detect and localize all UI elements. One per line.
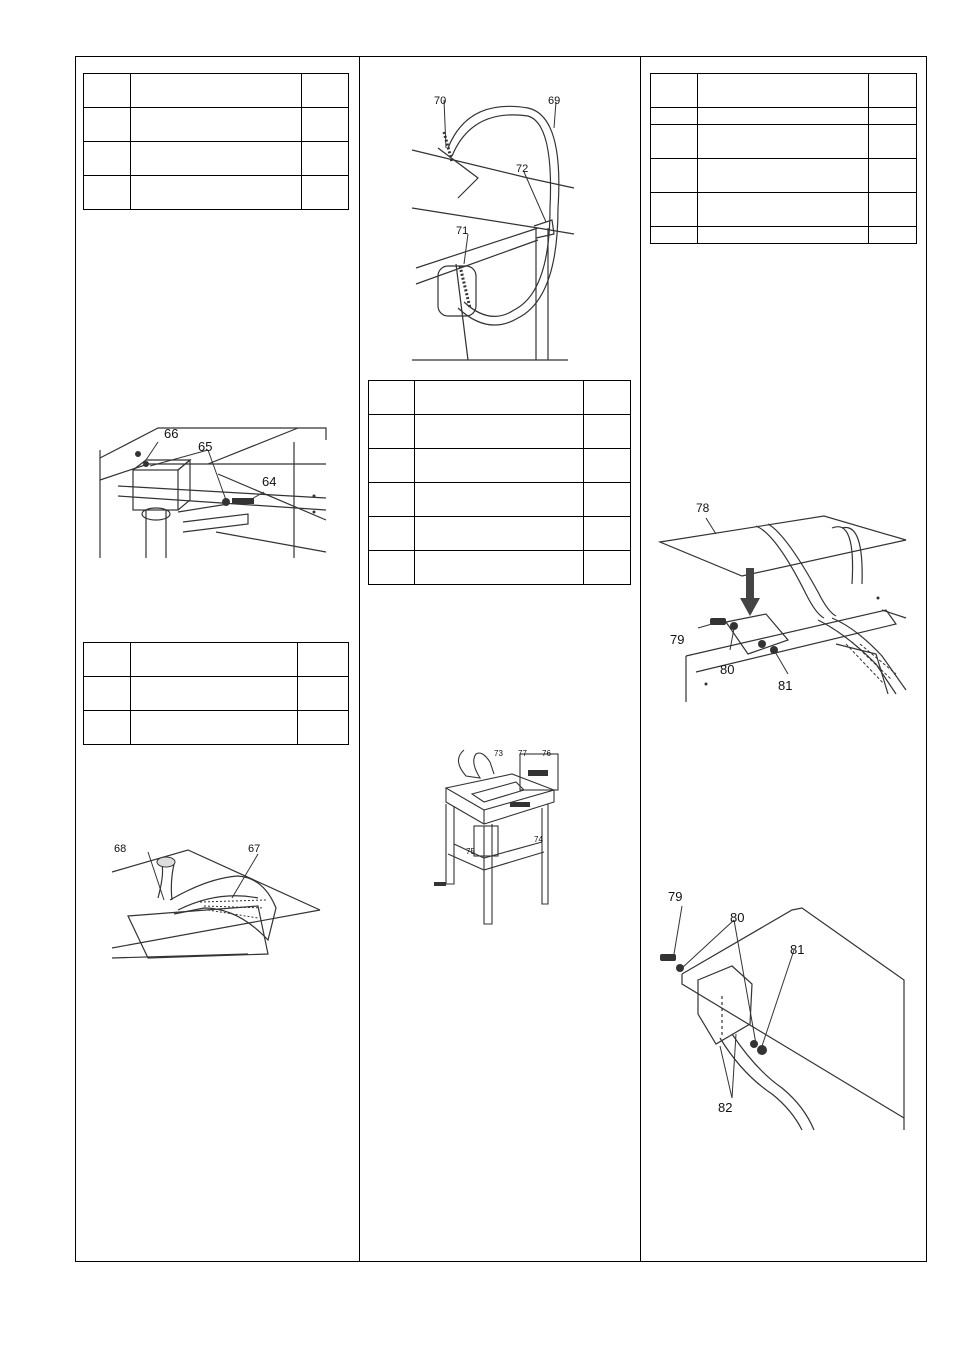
callout-67: 67: [248, 843, 261, 855]
callout-73: 73: [494, 749, 503, 758]
callout-72: 72: [516, 163, 529, 175]
callout-79: 79: [670, 632, 685, 647]
callout-75: 75: [466, 847, 475, 856]
callout-81: 81: [778, 678, 793, 693]
callout-64: 64: [262, 474, 277, 489]
parts-table-3: [368, 380, 631, 585]
callout-76: 76: [542, 749, 551, 758]
column-divider-2: [640, 56, 641, 1262]
column-divider-1: [359, 56, 360, 1262]
callout-79: 79: [668, 889, 683, 904]
callout-74: 74: [534, 835, 543, 844]
callout-69: 69: [548, 95, 561, 107]
callout-82: 82: [718, 1100, 733, 1115]
figure-dust-hose: [408, 88, 578, 366]
callout-78: 78: [696, 501, 710, 515]
callout-66: 66: [164, 426, 179, 441]
callout-77: 77: [518, 749, 527, 758]
callout-81: 81: [790, 942, 805, 957]
figure-extension-table-support: [652, 884, 908, 1132]
figure-saw-stand: [424, 744, 564, 932]
figure-extension-table-install: [656, 494, 908, 704]
callout-68: 68: [114, 843, 127, 855]
parts-table-2: [83, 642, 349, 745]
parts-table-4: [650, 73, 917, 244]
callout-70: 70: [434, 95, 447, 107]
figure-blade-guard: [108, 838, 323, 968]
callout-65: 65: [198, 439, 213, 454]
figure-splitter-mount: [98, 420, 333, 560]
parts-table-1: [83, 73, 349, 210]
callout-80: 80: [720, 662, 735, 677]
callout-71: 71: [456, 225, 469, 237]
callout-80: 80: [730, 910, 745, 925]
